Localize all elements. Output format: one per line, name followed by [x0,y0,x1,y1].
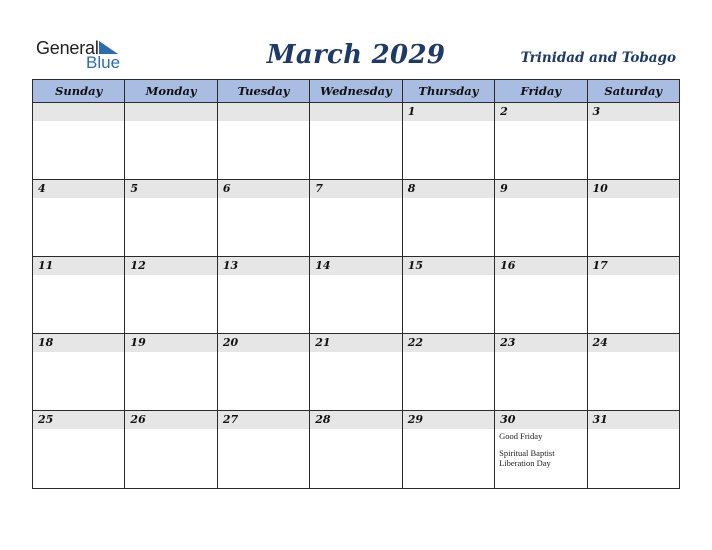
logo-text-general: General [36,38,99,58]
day-cell [217,334,309,411]
day-cell [402,257,494,334]
page-title: March 2029 [266,40,446,70]
day-cell [33,411,125,489]
day-number [218,103,309,121]
day-number [125,103,216,121]
day-number: 10 [588,180,679,198]
day-number: 21 [310,334,401,352]
day-number: 28 [310,411,401,429]
day-number: 25 [33,411,124,429]
weekday-header-row [33,80,680,103]
day-cell [495,257,587,334]
day-number: 13 [218,257,309,275]
day-cell [33,257,125,334]
day-number: 3 [588,103,679,121]
week-row [33,180,680,257]
day-cell [495,334,587,411]
day-cell [310,180,402,257]
holiday-event: Spiritual Baptist Liberation Day [499,448,555,468]
day-cell [587,257,679,334]
day-number [310,103,401,121]
day-cell [217,180,309,257]
day-cell [310,257,402,334]
weekday-header: Saturday [587,80,679,103]
country-label: Trinidad and Tobago [520,50,676,66]
day-cell [217,103,309,180]
day-number: 30 [495,411,586,429]
event-list [495,429,586,468]
day-cell [33,180,125,257]
day-number: 11 [33,257,124,275]
day-number: 7 [310,180,401,198]
day-number: 22 [403,334,494,352]
day-number: 20 [218,334,309,352]
day-number: 6 [218,180,309,198]
day-cell [33,334,125,411]
week-row [33,411,680,489]
day-number: 2 [495,103,586,121]
day-cell [587,411,679,489]
weekday-header: Tuesday [217,80,309,103]
day-number: 26 [125,411,216,429]
day-number [33,103,124,121]
day-cell [217,257,309,334]
day-cell [587,180,679,257]
weekday-header: Thursday [402,80,494,103]
day-number: 29 [403,411,494,429]
day-number: 14 [310,257,401,275]
day-number: 1 [403,103,494,121]
day-cell [495,411,587,489]
day-cell [217,411,309,489]
day-number: 8 [403,180,494,198]
day-number: 5 [125,180,216,198]
calendar-grid [32,79,680,489]
day-cell [125,180,217,257]
day-number: 24 [588,334,679,352]
day-cell [310,334,402,411]
day-cell [33,103,125,180]
day-cell [310,103,402,180]
day-number: 12 [125,257,216,275]
logo-text-blue: Blue [86,53,121,72]
day-number: 23 [495,334,586,352]
week-row [33,103,680,180]
week-row [33,257,680,334]
day-number: 17 [588,257,679,275]
week-row [33,334,680,411]
day-cell [125,257,217,334]
day-number: 19 [125,334,216,352]
weekday-header: Monday [125,80,217,103]
weekday-header: Wednesday [310,80,402,103]
day-number: 18 [33,334,124,352]
day-cell [402,411,494,489]
day-cell [402,334,494,411]
day-number: 4 [33,180,124,198]
day-cell [310,411,402,489]
day-cell [495,103,587,180]
weekday-header: Friday [495,80,587,103]
day-number: 15 [403,257,494,275]
day-number: 31 [588,411,679,429]
day-number: 9 [495,180,586,198]
day-cell [587,103,679,180]
day-cell [125,103,217,180]
day-cell [402,103,494,180]
weekday-header: Sunday [33,80,125,103]
day-number: 16 [495,257,586,275]
day-cell [587,334,679,411]
day-cell [125,334,217,411]
day-number: 27 [218,411,309,429]
holiday-event: Good Friday [499,431,543,441]
day-cell [402,180,494,257]
day-cell [125,411,217,489]
day-cell [495,180,587,257]
